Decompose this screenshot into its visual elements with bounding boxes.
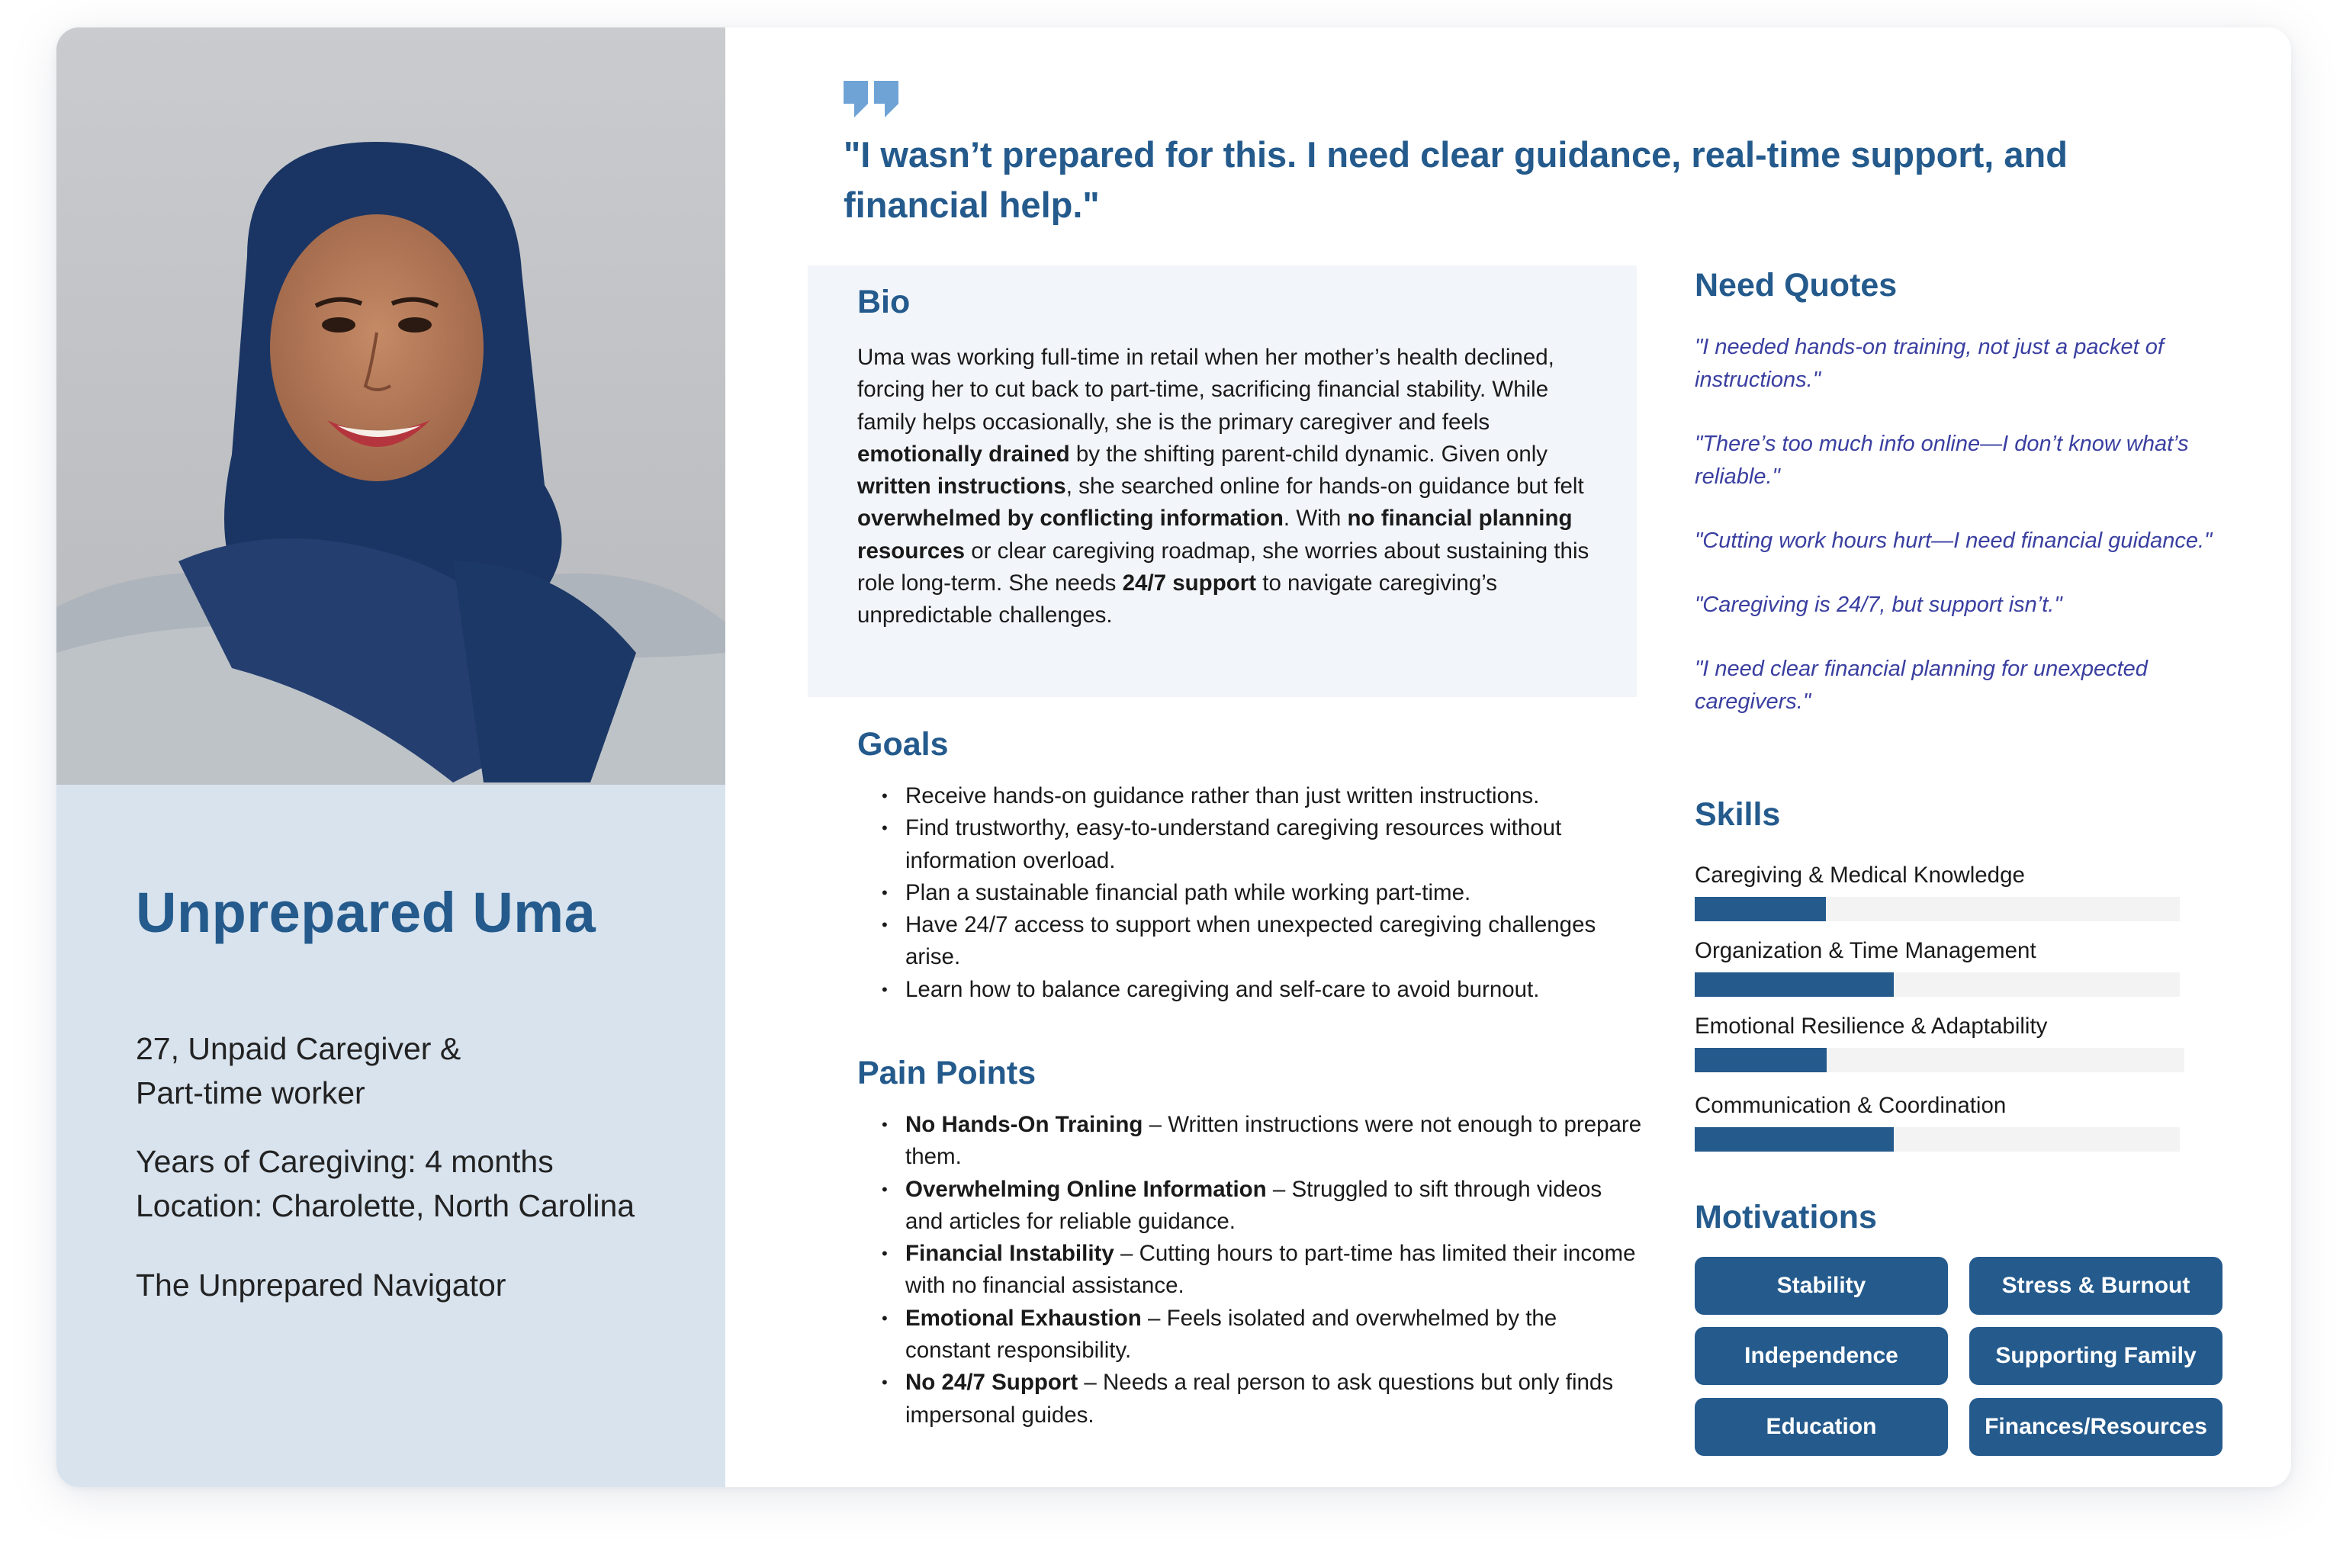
persona-details <box>136 1139 635 1228</box>
need-quote: "I need clear financial planning for unexpected caregivers." <box>1695 657 2148 714</box>
need-quote: "Caregiving is 24/7, but support isn’t." <box>1695 593 2062 617</box>
skill-bar-fill <box>1695 1048 1827 1072</box>
need-quote: "Cutting work hours hurt—I need financial guidance." <box>1695 529 2213 553</box>
skill-label: Emotional Resilience & Adaptability <box>1695 1014 2048 1039</box>
skill-bar-fill <box>1695 972 1894 997</box>
motivation-tag-independence: Independence <box>1695 1327 1948 1385</box>
pain-point-detail: – Struggled to sift through videos and articles for reliable guidance. <box>905 1176 1602 1234</box>
bio-segment: or clear caregiving roadmap, she worries about sustaining this role long-term. She needs <box>857 538 1589 596</box>
persona-age-role-line2: Part-time worker <box>136 1075 365 1110</box>
bio-text <box>857 342 1612 632</box>
skill-communication <box>1695 1092 2198 1120</box>
persona-portrait-illustration <box>56 27 725 785</box>
bio-emphasis: written instructions <box>857 474 1066 500</box>
motivation-tag-stability: Stability <box>1695 1257 1948 1315</box>
skill-emotional-resilience <box>1695 1013 2198 1040</box>
pain-point-heading: Financial Instability <box>905 1241 1114 1267</box>
pain-point-item <box>857 1109 1643 1174</box>
skill-organization <box>1695 937 2198 965</box>
goals-title: Goals <box>857 726 949 763</box>
bio-segment: . With <box>1283 506 1348 532</box>
pain-point-heading: No Hands-On Training <box>905 1112 1143 1137</box>
pain-point-detail: – Feels isolated and overwhelmed by the constant responsibility. <box>905 1305 1557 1364</box>
need-quotes-title: Need Quotes <box>1695 267 1898 304</box>
pain-point-item <box>857 1238 1643 1303</box>
goal-item: • Plan a sustainable financial path while working part-time. <box>857 877 1643 909</box>
persona-card <box>56 27 2291 1487</box>
skill-bar-fill <box>1695 897 1826 921</box>
persona-location: Location: Charolette, North Carolina <box>136 1188 635 1223</box>
bio-emphasis: 24/7 support <box>1122 570 1257 596</box>
skill-bar-track <box>1695 1048 2184 1072</box>
bio-segment: to navigate caregiving’s unpredictable challenges. <box>857 570 1498 628</box>
skill-bar-track <box>1695 897 2180 921</box>
pain-point-heading: Emotional Exhaustion <box>905 1305 1142 1331</box>
pain-point-detail: – Cutting hours to part-time has limited their income with no financial assistance. <box>905 1241 1636 1299</box>
goals-list <box>857 780 1643 1006</box>
motivation-tag-stress-burnout: Stress & Burnout <box>1969 1257 2222 1315</box>
persona-photo <box>56 27 725 785</box>
skill-caregiving <box>1695 862 2198 889</box>
pain-point-item <box>857 1174 1643 1239</box>
bio-emphasis: no financial planning resources <box>857 506 1573 564</box>
pain-point-detail: – Needs a real person to ask questions but only finds impersonal guides. <box>905 1370 1614 1428</box>
quote-icon <box>844 81 902 119</box>
bio-segment: by the shifting parent-child dynamic. Given only <box>1069 441 1548 467</box>
skill-bar-fill <box>1695 1127 1894 1152</box>
bio-emphasis: overwhelmed by conflicting information <box>857 506 1284 532</box>
motivations-title: Motivations <box>1695 1199 1877 1235</box>
skill-label: Caregiving & Medical Knowledge <box>1695 863 2025 888</box>
persona-sidebar <box>56 27 725 1487</box>
motivation-tag-education: Education <box>1695 1398 1948 1456</box>
persona-age-role-line1: 27, Unpaid Caregiver & <box>136 1031 461 1066</box>
need-quotes-list <box>1695 331 2229 750</box>
goal-item: • Find trustworthy, easy-to-understand caregiving resources without information overload. <box>857 812 1643 877</box>
goal-item: • Have 24/7 access to support when unexpected caregiving challenges arise. <box>857 909 1643 974</box>
skill-bar-track <box>1695 972 2180 997</box>
goal-item: • Learn how to balance caregiving and self-care to avoid burnout. <box>857 974 1643 1006</box>
skills-title: Skills <box>1695 796 1781 833</box>
skill-bar-track <box>1695 1127 2180 1152</box>
persona-name: Unprepared Uma <box>136 881 596 944</box>
pain-points-title: Pain Points <box>857 1055 1037 1091</box>
bio-segment: Uma was working full-time in retail when her mother’s health declined, forcing her to cut back to part-time, sacrificing financial stability. While family helps occasionally, she is the primary caregiver and feels <box>857 345 1554 435</box>
need-quote: "I needed hands-on training, not just a packet of instructions." <box>1695 335 2164 392</box>
pain-point-heading: Overwhelming Online Information <box>905 1176 1267 1202</box>
pain-point-item <box>857 1303 1643 1367</box>
persona-years-caregiving: Years of Caregiving: 4 months <box>136 1144 554 1179</box>
pain-point-heading: No 24/7 Support <box>905 1370 1078 1396</box>
persona-archetype: The Unprepared Navigator <box>136 1268 506 1303</box>
bio-title: Bio <box>857 284 911 320</box>
bio-emphasis: emotionally drained <box>857 441 1070 467</box>
pain-point-detail: – Written instructions were not enough to prepare them. <box>905 1112 1642 1170</box>
skill-label: Organization & Time Management <box>1695 938 2036 963</box>
need-quote: "There’s too much info online—I don’t know what’s reliable." <box>1695 432 2189 489</box>
bio-segment: , she searched online for hands-on guidance but felt <box>1065 474 1584 500</box>
goal-item: • Receive hands-on guidance rather than just written instructions. <box>857 780 1643 812</box>
skill-label: Communication & Coordination <box>1695 1093 2007 1118</box>
motivation-tag-finances-resources: Finances/Resources <box>1969 1398 2222 1456</box>
pain-point-item <box>857 1367 1643 1431</box>
pain-points-list <box>857 1109 1643 1431</box>
main-quote: "I wasn’t prepared for this. I need clear guidance, real-time support, and financial help." <box>844 134 2068 225</box>
persona-age-role <box>136 1027 461 1115</box>
motivation-tag-supporting-family: Supporting Family <box>1969 1327 2222 1385</box>
